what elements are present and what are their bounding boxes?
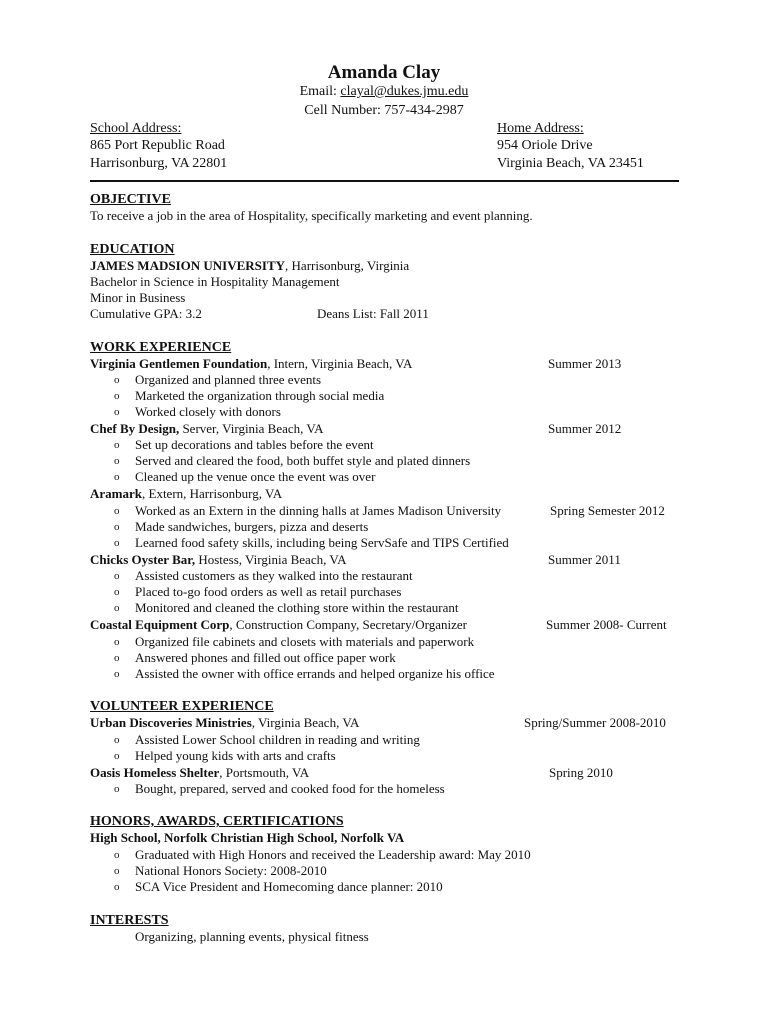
bullet-marker: o — [114, 570, 120, 582]
cell-number: Cell Number: 757-434-2987 — [304, 103, 464, 118]
job-bullet: Assisted customers as they walked into the restaurant — [135, 568, 413, 583]
interests-text: Organizing, planning events, physical fitness — [135, 929, 369, 944]
job-bullet: Learned food safety skills, including being ServSafe and TIPS Certified — [135, 535, 509, 550]
objective-heading: OBJECTIVE — [90, 192, 171, 207]
job-org: Coastal Equipment Corp — [90, 617, 230, 632]
education-school: JAMES MADSION UNIVERSITY — [90, 258, 286, 273]
job-details: , Intern, Virginia Beach, VA — [267, 356, 413, 371]
job-title-line — [90, 356, 412, 372]
job-details: Server, Virginia Beach, VA — [179, 421, 324, 436]
bullet-marker: o — [114, 471, 120, 483]
job-date: Summer 2008- Current — [546, 617, 667, 632]
home-address-line1: 954 Oriole Drive — [497, 138, 593, 153]
bullet-marker: o — [114, 505, 120, 517]
bullet-marker: o — [114, 734, 120, 746]
honors-heading: HONORS, AWARDS, CERTIFICATIONS — [90, 814, 344, 829]
bullet-marker: o — [114, 455, 120, 467]
volunteer-details: , Virginia Beach, VA — [251, 715, 360, 730]
job-org: Virginia Gentlemen Foundation — [90, 356, 268, 371]
honors-bullet: Graduated with High Honors and received the Leadership award: May 2010 — [135, 847, 531, 862]
work-heading: WORK EXPERIENCE — [90, 340, 232, 355]
bullet-marker: o — [114, 374, 120, 386]
home-address-label: Home Address: — [497, 121, 584, 136]
volunteer-org: Urban Discoveries Ministries — [90, 715, 252, 730]
home-address-line2: Virginia Beach, VA 23451 — [497, 156, 644, 171]
email-line — [0, 84, 768, 100]
education-minor: Minor in Business — [90, 290, 186, 305]
volunteer-bullet: Assisted Lower School children in reading and writing — [135, 732, 420, 747]
volunteer-date: Spring/Summer 2008-2010 — [524, 715, 666, 730]
honors-school: High School, Norfolk Christian High School, Norfolk VA — [90, 830, 405, 845]
job-bullet: Answered phones and filled out office paper work — [135, 650, 396, 665]
job-bullet: Made sandwiches, burgers, pizza and deserts — [135, 519, 369, 534]
job-title-line — [90, 421, 324, 437]
job-title-line — [90, 552, 346, 568]
bullet-marker: o — [114, 537, 120, 549]
bullet-marker: o — [114, 881, 120, 893]
education-deans-list: Deans List: Fall 2011 — [317, 306, 429, 321]
job-date: Summer 2012 — [548, 421, 622, 436]
volunteer-title-line — [90, 715, 359, 731]
job-bullet: Worked as an Extern in the dinning halls at James Madison University — [135, 503, 502, 518]
interests-heading: INTERESTS — [90, 913, 169, 928]
job-date: Summer 2013 — [548, 356, 622, 371]
job-details: , Extern, Harrisonburg, VA — [142, 486, 283, 501]
bullet-marker: o — [114, 668, 120, 680]
education-school-location: , Harrisonburg, Virginia — [285, 258, 410, 273]
bullet-marker: o — [114, 521, 120, 533]
job-title-line — [90, 617, 467, 633]
volunteer-bullet: Helped young kids with arts and crafts — [135, 748, 336, 763]
volunteer-heading: VOLUNTEER EXPERIENCE — [90, 699, 274, 714]
objective-text: To receive a job in the area of Hospitality, specifically marketing and event planning. — [90, 208, 533, 223]
volunteer-details: , Portsmouth, VA — [219, 765, 310, 780]
job-bullet: Set up decorations and tables before the event — [135, 437, 374, 452]
bullet-marker: o — [114, 390, 120, 402]
candidate-name: Amanda Clay — [327, 62, 441, 83]
school-address-label: School Address: — [90, 121, 182, 136]
volunteer-org: Oasis Homeless Shelter — [90, 765, 220, 780]
job-bullet: Placed to-go food orders as well as retail purchases — [135, 584, 402, 599]
education-school-line — [90, 258, 409, 274]
bullet-marker: o — [114, 750, 120, 762]
job-bullet: Cleaned up the venue once the event was over — [135, 469, 376, 484]
job-bullet: Served and cleared the food, both buffet style and plated dinners — [135, 453, 471, 468]
job-bullet: Organized file cabinets and closets with materials and paperwork — [135, 634, 475, 649]
bullet-marker: o — [114, 406, 120, 418]
bullet-marker: o — [114, 849, 120, 861]
job-org: Chicks Oyster Bar, — [90, 552, 196, 567]
education-degree: Bachelor in Science in Hospitality Management — [90, 274, 340, 289]
bullet-marker: o — [114, 636, 120, 648]
job-bullet: Worked closely with donors — [135, 404, 281, 419]
job-org: Chef By Design, — [90, 421, 180, 436]
bullet-marker: o — [114, 586, 120, 598]
job-date: Summer 2011 — [548, 552, 621, 567]
email-label: Email: — [299, 84, 337, 99]
job-bullet: Monitored and cleaned the clothing store within the restaurant — [135, 600, 459, 615]
volunteer-bullet: Bought, prepared, served and cooked food for the homeless — [135, 781, 445, 796]
volunteer-title-line — [90, 765, 309, 781]
header-divider — [90, 180, 679, 182]
bullet-marker: o — [114, 783, 120, 795]
bullet-marker: o — [114, 439, 120, 451]
volunteer-date: Spring 2010 — [549, 765, 613, 780]
job-details: Hostess, Virginia Beach, VA — [195, 552, 347, 567]
job-details: , Construction Company, Secretary/Organizer — [229, 617, 467, 632]
job-bullet: Assisted the owner with office errands and helped organize his office — [135, 666, 495, 681]
bullet-marker: o — [114, 652, 120, 664]
job-bullet: Organized and planned three events — [135, 372, 322, 387]
bullet-marker: o — [114, 602, 120, 614]
job-date: Spring Semester 2012 — [550, 503, 665, 518]
job-org: Aramark — [90, 486, 142, 501]
bullet-marker: o — [114, 865, 120, 877]
honors-bullet: SCA Vice President and Homecoming dance planner: 2010 — [135, 879, 443, 894]
school-address-line2: Harrisonburg, VA 22801 — [90, 156, 228, 171]
education-heading: EDUCATION — [90, 242, 175, 257]
email-link[interactable]: clayal@dukes.jmu.edu — [340, 84, 469, 99]
school-address-line1: 865 Port Republic Road — [90, 138, 225, 153]
job-bullet: Marketed the organization through social media — [135, 388, 385, 403]
job-title-line — [90, 486, 282, 502]
honors-bullet: National Honors Society: 2008-2010 — [135, 863, 327, 878]
education-gpa: Cumulative GPA: 3.2 — [90, 306, 202, 321]
